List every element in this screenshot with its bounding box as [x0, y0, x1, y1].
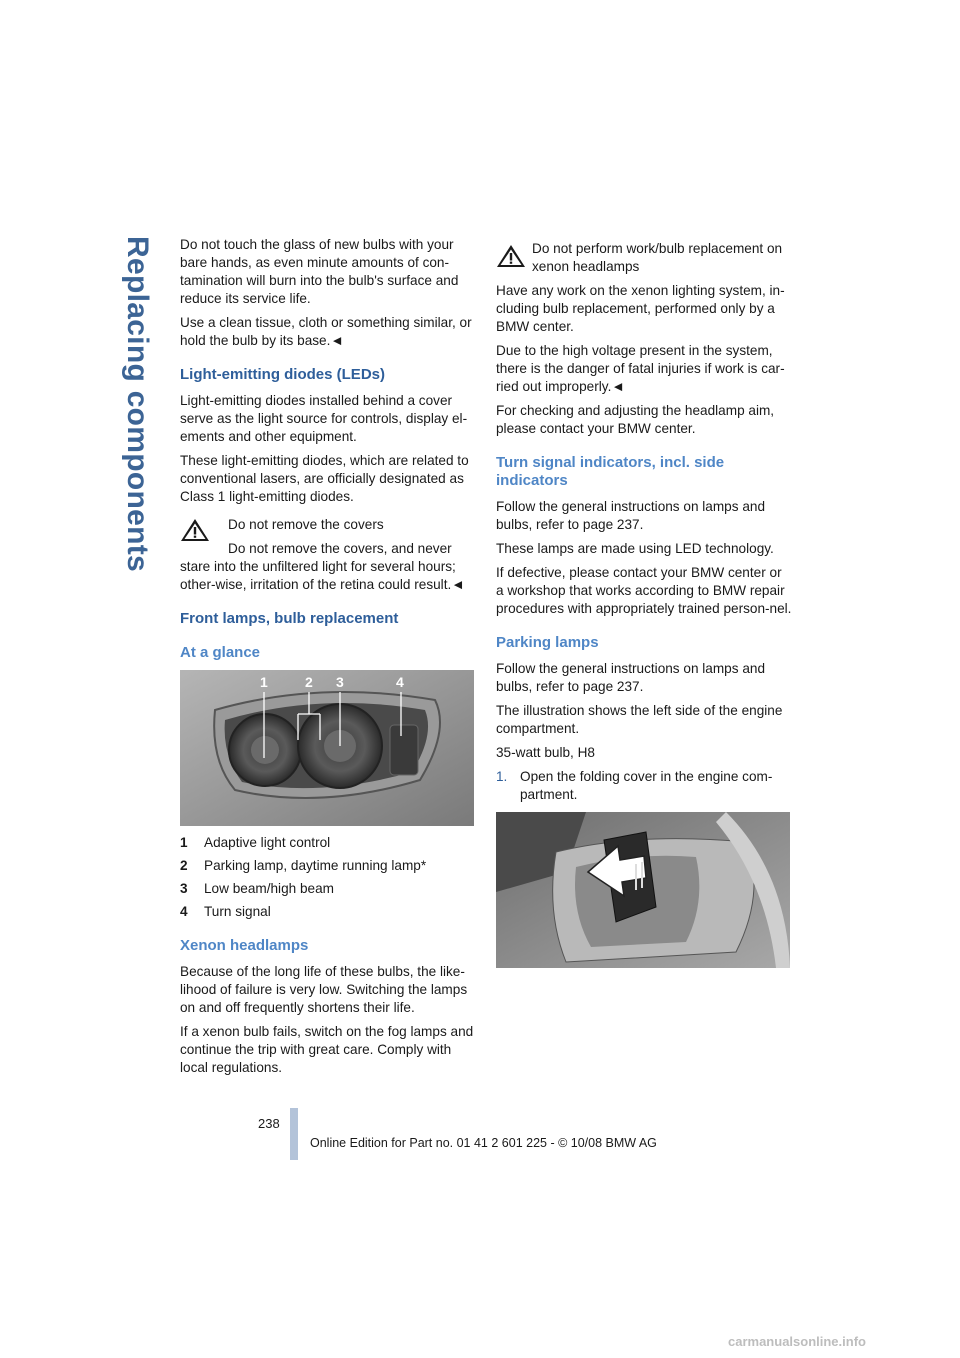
legend-item: 1 Adaptive light control: [180, 835, 331, 850]
at-a-glance-heading: At a glance: [180, 644, 261, 661]
steps-list: [496, 768, 792, 804]
left-column: [180, 236, 476, 1083]
callout-4: 4: [396, 674, 404, 690]
right-column: [496, 236, 792, 968]
led-heading: Light-emitting diodes (LEDs): [180, 366, 385, 383]
turn-paragraph-3: If defective, please contact your BMW center or a workshop that works according to BMW repair procedures with appropriately trained person-nel.: [496, 565, 792, 616]
turn-paragraph: Follow the general instructions on lamps and bulbs, refer to page 237.: [496, 499, 766, 532]
callout-3: 3: [336, 674, 344, 690]
headlamp-image: [180, 670, 474, 826]
xenon-heading: Xenon headlamps: [180, 937, 309, 954]
legend-item: 2 Parking lamp, daytime running lamp*: [180, 858, 427, 873]
intro-paragraph-2: Use a clean tissue, cloth or something similar, or hold the bulb by its base.◄: [180, 315, 472, 348]
warning-xenon: [496, 236, 792, 276]
aim-paragraph: For checking and adjusting the headlamp aim, please contact your BMW center.: [496, 403, 775, 436]
warning-text: Do not remove the covers, and never stare into the unfiltered light for several hours; other-wise, irritation of the retina could result.◄: [180, 541, 465, 592]
parking-paragraph-2: The illustration shows the left side of the engine compartment.: [496, 703, 783, 736]
turn-paragraph-2: These lamps are made using LED technology.: [496, 541, 774, 556]
turn-signal-heading: Turn signal indicators, incl. side indicators: [496, 454, 725, 489]
parking-paragraph: Follow the general instructions on lamps and bulbs, refer to page 237.: [496, 661, 766, 694]
warning-title: Do not perform work/bulb replacement on xenon headlamps: [532, 241, 783, 274]
warning-triangle-icon: [180, 518, 210, 542]
legend-list: [180, 834, 476, 921]
headlamp-illustration: [180, 670, 474, 826]
section-title-text: Replacing components: [121, 236, 154, 573]
led-paragraph: Light-emitting diodes installed behind a cover serve as the light source for controls, display el-ements and other equipment.: [180, 393, 468, 444]
parking-lamps-heading: Parking lamps: [496, 634, 599, 651]
edition-note: Online Edition for Part no. 01 41 2 601 225 - © 10/08 BMW AG: [310, 1136, 657, 1150]
warning-triangle-icon: [496, 244, 526, 268]
warning-covers: [180, 516, 476, 594]
legend-item: 3 Low beam/high beam: [180, 881, 334, 896]
xenon-paragraph: Because of the long life of these bulbs, the like-lihood of failure is very low. Switching the lamps on and off frequently shortens their life.: [180, 964, 468, 1015]
callout-2: 2: [305, 674, 313, 690]
front-lamps-heading: Front lamps, bulb replacement: [180, 610, 399, 627]
intro-paragraph: Do not touch the glass of new bulbs with your bare hands, as even minute amounts of con-tamination will burn into the bulb's surface and reduce its service life.: [180, 237, 459, 306]
step-item: 1. Open the folding cover in the engine com-partment.: [496, 769, 773, 802]
parking-paragraph-3: 35-watt bulb, H8: [496, 745, 595, 760]
engine-compartment-image: [496, 812, 790, 968]
page-number: 238: [258, 1116, 280, 1131]
callout-1: 1: [260, 674, 268, 690]
watermark: carmanualsonline.info: [728, 1334, 866, 1349]
xenon-paragraph-2: If a xenon bulb fails, switch on the fog lamps and continue the trip with great care. Comply with local regulations.: [180, 1024, 474, 1075]
section-title: [98, 236, 160, 796]
legend-item: 4 Turn signal: [180, 904, 271, 919]
voltage-paragraph: Due to the high voltage present in the system, there is the danger of fatal injuries if work is car-ried out improperly.◄: [496, 343, 785, 394]
xenon-service-paragraph: Have any work on the xenon lighting system, in-cluding bulb replacement, performed only by a BMW center.: [496, 283, 785, 334]
warning-title: Do not remove the covers: [228, 517, 384, 532]
footer-bar: [290, 1108, 298, 1160]
engine-compartment-illustration: [496, 812, 790, 968]
led-paragraph-2: These light-emitting diodes, which are related to conventional lasers, are officially designated as Class 1 light-emitting diodes.: [180, 453, 469, 504]
